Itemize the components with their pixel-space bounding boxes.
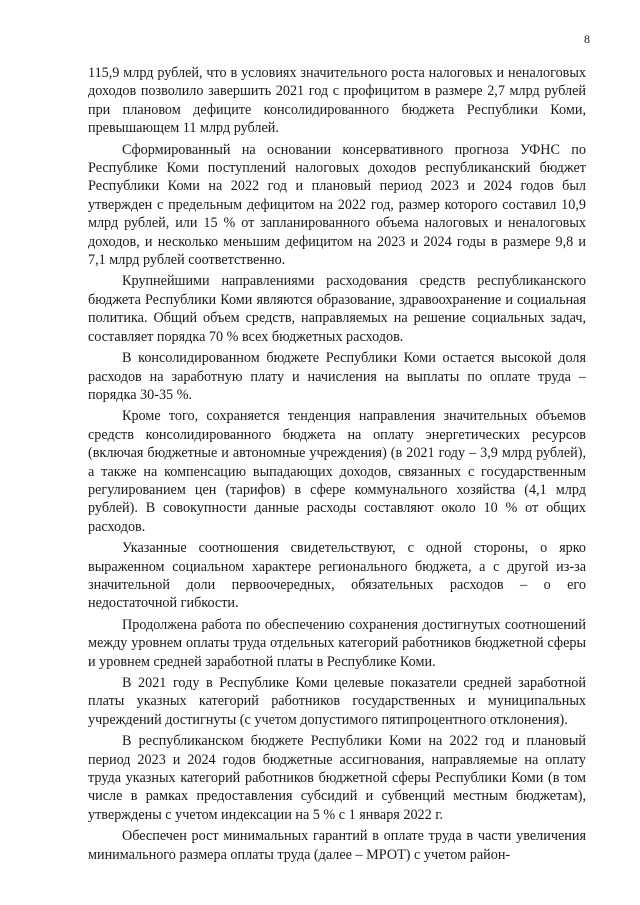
paragraph-5: Кроме того, сохраняется тенденция направления значительных объемов средств консолидированного бюджета на оплату энергетических ресурсов (включая бюджетные и автономные учреждения) (в 2021 году – 3,9 млрд рублей), а также на компенсацию выпадающих доходов, связанных с государственным регулированием цен (тарифов) в сфере коммунального хозяйства (4,1 млрд рублей). В совокупности данные расходы составляют около 10 % от общих расходов. xyxy=(88,408,586,535)
paragraph-7: Продолжена работа по обеспечению сохранения достигнутых соотношений между уровнем оплаты труда отдельных категорий работников бюджетной сферы и уровнем средней заработной платы в Республике Коми. xyxy=(88,616,586,670)
page-number: 8 xyxy=(584,32,590,46)
paragraph-8: В 2021 году в Республике Коми целевые показатели средней заработной платы указных категорий работников государственных и муниципальных учреждений достигнуты (с учетом допустимого пятипроцентного отклонения). xyxy=(88,675,586,728)
paragraph-1: 115,9 млрд рублей, что в условиях значительного роста налоговых и неналоговых доходов позволило завершить 2021 год с профицитом в размере 2,7 млрд рублей при плановом дефиците консолидированного бюджета Республики Коми, превышающем 11 млрд рублей. xyxy=(88,65,586,137)
paragraph-3: Крупнейшими направлениями расходования средств республиканского бюджета Республики Коми являются образование, здравоохранение и социальная политика. Общий объем средств, направляемых на решение социальных задач, составляет порядка 70 % всех бюджетных расходов. xyxy=(88,273,586,345)
paragraph-9: В республиканском бюджете Республики Коми на 2022 год и плановый период 2023 и 2024 годов бюджетные ассигнования, направляемые на оплату труда указных категорий работников бюджетной сферы Республики Коми (в том числе в рамках предоставления субсидий и субвенций местным бюджетам), утверждены с учетом индексации на 5 % с 1 января 2022 г. xyxy=(88,733,586,823)
paragraph-6: Указанные соотношения свидетельствуют, с одной стороны, о ярко выраженном социальном характере регионального бюджета, а с другой из-за значительной доли первоочередных, обязательных расходов – о его недостаточной гибкости. xyxy=(88,540,586,612)
paragraph-2: Сформированный на основании консервативного прогноза УФНС по Республике Коми поступлений налоговых доходов республиканский бюджет Республики Коми на 2022 год и плановый период 2023 и 2024 годов был утвержден с предельным дефицитом на 2022 год, размер которого составил 10,9 млрд рублей, или 15 % от запланированного объема налоговых и неналоговых доходов, и несколько меньшим дефицитом на 2023 и 2024 годы в размере 9,8 и 7,1 млрд рублей соответственно. xyxy=(88,141,586,269)
body-text xyxy=(88,64,586,867)
paragraph-10: Обеспечен рост минимальных гарантий в оплате труда в части увеличения минимального размера оплаты труда (далее – МРОТ) с учетом район- xyxy=(88,828,586,863)
paragraph-4: В консолидированном бюджете Республики Коми остается высокой доля расходов на заработную плату и начисления на выплаты по оплате труда – порядка 30-35 %. xyxy=(88,350,586,403)
